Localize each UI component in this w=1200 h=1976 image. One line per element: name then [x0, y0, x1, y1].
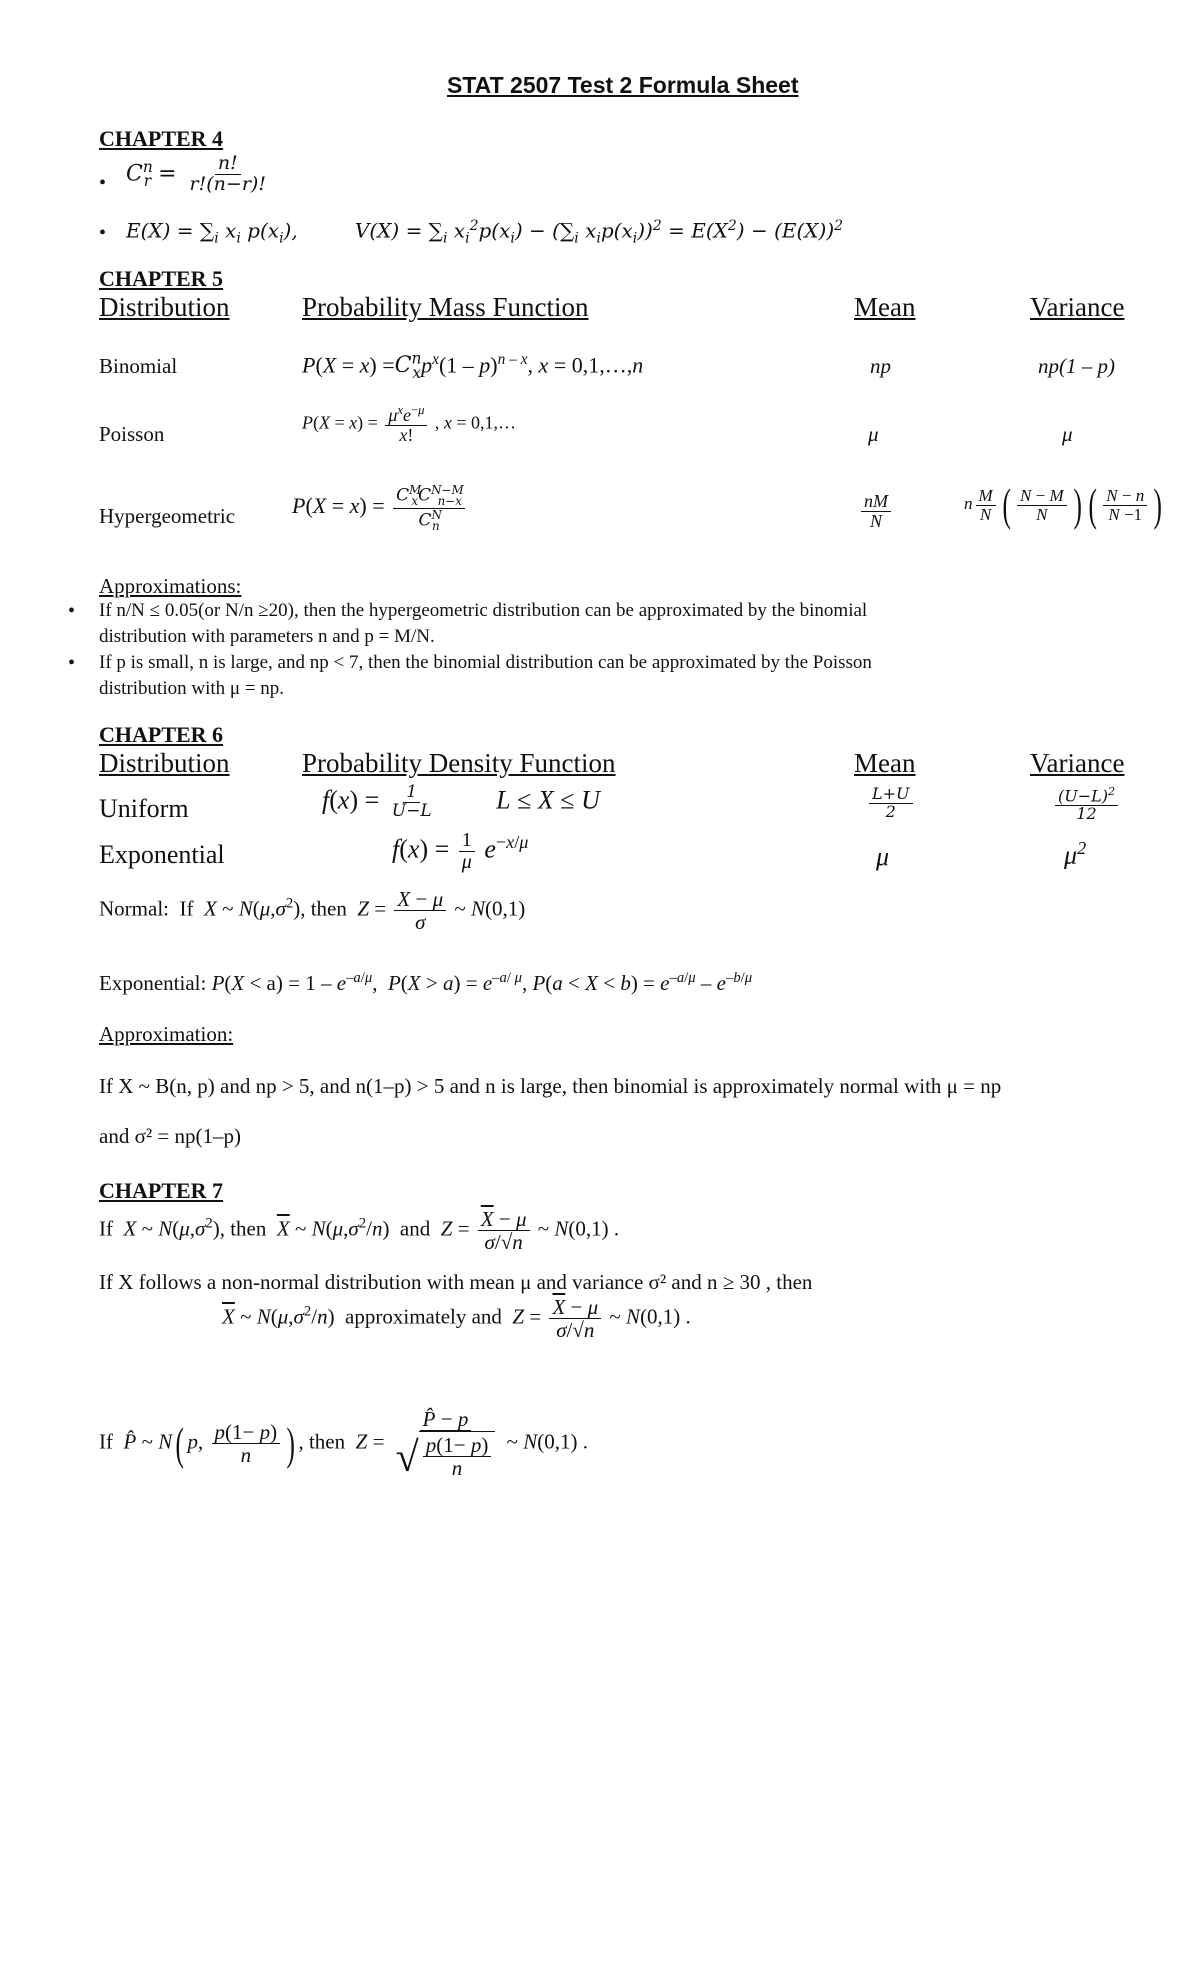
col-variance: Variance	[1030, 292, 1125, 322]
approximation-poisson-line1: If p is small, n is large, and np < 7, then the binomial distribution can be approximated by the Poisson	[99, 652, 872, 673]
chapter-4-heading: CHAPTER 4	[99, 126, 224, 151]
expectation-variance-formula: $E(X) = \sum_i$ $x_i$ $p(x_i)$, $V(X) = \sum_i$ $x_i^2p(x_i) - (\sum_i$ $x_ip(x_i))^2 = E(X^2) - (E(X))^2$	[126, 218, 844, 247]
hypergeometric-pmf: P(X = x) = $\frac{C^M_xC^{N-M}_{n-x}}{C^N_n}$	[292, 483, 464, 533]
col-distribution-ch6: Distribution	[99, 748, 230, 778]
exponential-variance: $\mu^2$	[1064, 838, 1087, 870]
col-distribution: Distribution	[99, 292, 230, 322]
uniform-mean: $\frac{L+U}{2}$	[866, 786, 916, 821]
col-variance-ch6: Variance	[1030, 748, 1125, 778]
approximation-poisson-line2: distribution with μ = np.	[99, 678, 285, 699]
row-name-poisson: Poisson	[99, 422, 165, 446]
approximation-heading: Approximation:	[99, 1022, 234, 1046]
approximation-hypergeometric-line1: If n/N ≤ 0.05(or N/n ≥20), then the hypergeometric distribution can be approximated by the binomial	[99, 600, 868, 621]
chapter-5-heading: CHAPTER 5	[99, 266, 224, 291]
uniform-pdf: f(x) = $\frac{1}{U-L}$ L ≤ X ≤ U	[322, 782, 600, 821]
binomial-variance: np(1 – p)	[1038, 354, 1115, 378]
hypergeometric-variance: n $\frac{M}{N}$ ( $\frac{N - M}{N}$ ) ( $\frac{N - n}{N -1}$ )	[964, 479, 1163, 530]
col-mean: Mean	[854, 292, 916, 322]
exponential-pdf: f(x) = $\frac{1}{\mu}$ $e^{-x/\mu}$	[392, 829, 529, 873]
chapter-7-heading: CHAPTER 7	[99, 1178, 224, 1203]
col-mean-ch6: Mean	[854, 748, 916, 778]
binomial-mean: np	[870, 354, 891, 378]
normal-approx-line1: If X ~ B(n, p) and np > 5, and n(1–p) > 5 and n is large, then binomial is approximately normal with μ = np	[99, 1074, 1002, 1098]
approximation-hypergeometric-line2: distribution with parameters n and p = M/N.	[99, 626, 435, 647]
normal-standardization: Normal: If X ~ $N(\mu,\sigma^2)$, then Z = $\frac{X - \mu}{\sigma}$ ~ N(0,1)	[99, 887, 526, 935]
row-name-binomial: Binomial	[99, 354, 178, 378]
row-name-uniform: Uniform	[99, 794, 189, 823]
normal-approx-line2: and σ² = np(1–p)	[99, 1124, 242, 1148]
bullet-icon: •	[68, 600, 76, 622]
exponential-mean: μ	[876, 842, 890, 871]
binomial-pmf: $P(X = x) =C^n_xp^x(1 - p)^{n - x}$, x = 0,1,…,n	[302, 350, 644, 382]
hypergeometric-mean: $\frac{nM}{N}$	[858, 492, 894, 531]
row-name-exponential: Exponential	[99, 840, 225, 869]
row-name-hypergeometric: Hypergeometric	[99, 504, 236, 528]
page-title: STAT 2507 Test 2 Formula Sheet	[447, 72, 799, 98]
uniform-variance: $\frac{(U-L)^2}{12}$	[1052, 786, 1121, 823]
bullet-icon: •	[99, 172, 107, 194]
poisson-variance: μ	[1062, 422, 1073, 446]
exponential-probabilities: Exponential: $P(X < a) = 1 - e^{-a/\mu}$, $P(X > a) = e^{-a/ \mu}$, $P(a < X < b) = e^{-a/\mu} - e^{-b/\mu}$	[99, 970, 753, 995]
poisson-mean: μ	[868, 422, 879, 446]
col-pdf: Probability Density Function	[302, 748, 616, 778]
combination-formula: $C^n_r$ = $\frac{n!}{r!(n-r)!}$	[126, 152, 266, 195]
bullet-icon: •	[99, 222, 107, 244]
bullet-icon: •	[68, 652, 76, 674]
sample-proportion: If P̂ ~ N( p, $\frac{p(1- p)}{n}$ ) , then Z = P̂ − p √ $\frac{p(1- p)}{n}$ ~ N(0,1) .	[99, 1407, 588, 1482]
poisson-pmf: P(X = x) = $\frac{\mu^xe^{-\mu}}{x!}$ , x = 0,1,…	[302, 403, 517, 445]
clt-result: $\overline{X}$ ~ $N(\mu,\sigma^2/n)$ approximately and Z = $\frac{\overline{X} - \mu}{\sigma/√n}$ ~ N(0,1) .	[222, 1295, 691, 1343]
clt-condition: If X follows a non-normal distribution with mean μ and variance σ² and n ≥ 30 , then	[99, 1270, 813, 1294]
approximations-heading: Approximations:	[99, 574, 242, 598]
col-pmf: Probability Mass Function	[302, 292, 589, 322]
chapter-6-heading: CHAPTER 6	[99, 722, 224, 747]
sample-mean-normal: If X ~ $N(\mu,\sigma^2)$, then $\overline{X}$ ~ $N(\mu,\sigma^2/n)$ and Z = $\frac{\overline{X} - \mu}{\sigma/√n}$ ~ N(0,1) .	[99, 1207, 620, 1255]
